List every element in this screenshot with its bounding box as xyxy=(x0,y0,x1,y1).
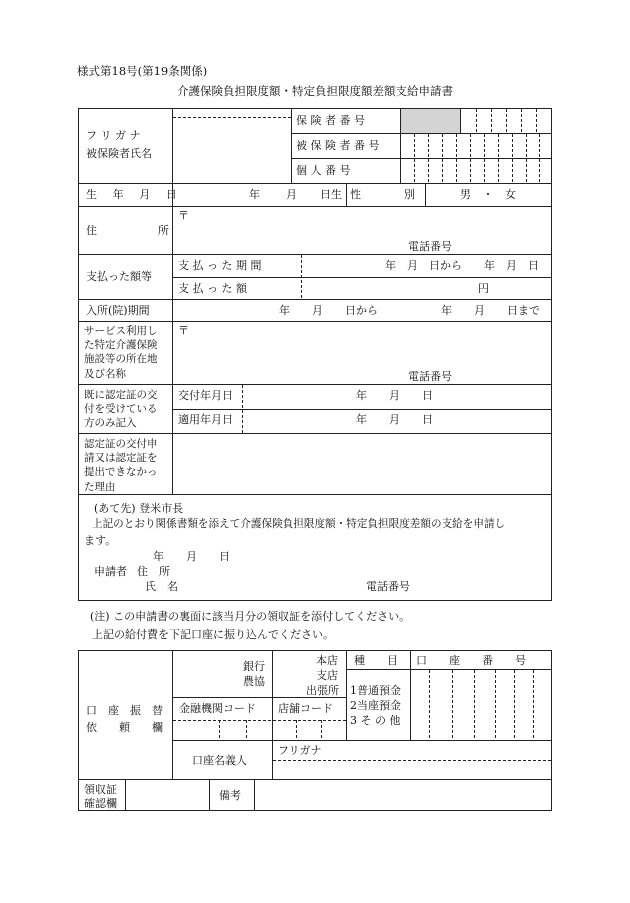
birth-day: 日生 xyxy=(320,188,342,201)
remarks-label: 備考 xyxy=(219,789,241,802)
branch-type-1[interactable]: 本店 xyxy=(316,654,338,667)
bank-section-label-2: 依 頼 欄 xyxy=(86,721,163,734)
birth-year: 年 xyxy=(249,188,260,201)
personal-number-label: 個 人 番 号 xyxy=(296,164,351,177)
account-holder-label: 口座名義人 xyxy=(192,754,247,767)
bank-section-label-1: 口 座 振 替 xyxy=(86,704,163,717)
applicant-label: 申請者 xyxy=(94,565,127,578)
holder-furigana-label: フリガナ xyxy=(278,744,322,757)
paid-amount-label: 支 払 っ た 額 xyxy=(178,282,247,295)
facility-postal-mark: 〒 xyxy=(178,324,189,337)
reason-label: 認定証の交付申 請又は認定証を 提出できなかっ た理由 xyxy=(84,438,158,493)
receipt-check-label-2: 確認欄 xyxy=(84,797,117,810)
account-number-label: 口 座 番 号 xyxy=(416,654,526,667)
apply-date-value[interactable]: 年 月 日 xyxy=(356,413,433,426)
applicant-name-label: 氏 名 xyxy=(145,580,178,593)
sex-options[interactable]: 男 ・ 女 xyxy=(460,188,516,201)
bank-type-1[interactable]: 銀行 xyxy=(243,660,265,673)
kind-option-3[interactable]: 3 そ の 他 xyxy=(350,714,401,727)
declaration-line1: 上記のとおり関係書類を添えて介護保険負担限度額・特定負担限度差額の支給を申請し xyxy=(92,518,506,530)
institution-code-label: 金融機関コード xyxy=(179,702,256,715)
sex-label-2: 別 xyxy=(404,188,415,201)
kind-label: 種 目 xyxy=(354,654,398,667)
stay-to[interactable]: 年 月 日まで xyxy=(441,304,540,317)
certified-label: 既に認定証の交 付を受けている 方のみ記入 xyxy=(84,389,158,430)
address-phone-label: 電話番号 xyxy=(408,240,452,253)
declaration-line2: ます。 xyxy=(84,534,117,547)
stay-label: 入所(院)期間 xyxy=(86,304,150,317)
applicant-address-label: 住 所 xyxy=(137,565,170,578)
branch-code-label: 店舗コード xyxy=(278,702,333,715)
birth-month: 月 xyxy=(286,188,297,201)
furigana-label: フ リ ガ ナ xyxy=(86,129,141,142)
addressee: (あて先) 登米市長 xyxy=(94,502,184,515)
bank-type-2[interactable]: 農協 xyxy=(243,675,265,688)
note-receipt: (注) この申請書の裏面に該当月分の領収証を添付してください。 xyxy=(90,610,411,623)
kind-option-1[interactable]: 1普通預金 xyxy=(350,684,401,697)
document-title: 介護保険負担限度額・特定負担限度額差額支給申請書 xyxy=(177,84,453,98)
declaration-date[interactable]: 年 月 日 xyxy=(153,550,230,563)
note-transfer: 上記の給付費を下記口座に振り込んでください。 xyxy=(92,628,334,641)
stay-from[interactable]: 年 月 日から xyxy=(279,304,378,317)
facility-phone-label: 電話番号 xyxy=(408,370,452,383)
paid-period-label: 支 払 っ た 期 間 xyxy=(178,259,262,272)
issue-date-value[interactable]: 年 月 日 xyxy=(356,389,433,402)
facility-label: サービス利用し た特定介護保険 施設等の所在地 及び名称 xyxy=(84,325,158,380)
receipt-check-label-1: 領収証 xyxy=(84,783,117,796)
branch-type-2[interactable]: 支店 xyxy=(316,669,338,682)
paid-period-value[interactable]: 年 月 日から 年 月 日 xyxy=(385,259,539,272)
yen-unit: 円 xyxy=(478,282,489,295)
address-label: 住 xyxy=(86,224,97,237)
form-number: 様式第18号(第19条関係) xyxy=(77,64,208,78)
paid-label: 支払った額等 xyxy=(86,270,152,283)
insurer-number-label: 保 険 者 番 号 xyxy=(296,114,365,127)
insured-name-label: 被保険者氏名 xyxy=(86,147,152,160)
branch-type-3[interactable]: 出張所 xyxy=(306,684,339,697)
address-label-2: 所 xyxy=(158,224,169,237)
address-postal-mark: 〒 xyxy=(178,209,189,222)
birthdate-label: 生 年 月 日 xyxy=(86,188,183,201)
sex-label: 性 xyxy=(350,188,361,201)
kind-option-2[interactable]: 2当座預金 xyxy=(350,699,401,712)
apply-date-label: 適用年月日 xyxy=(178,413,233,426)
insured-number-label: 被 保 険 者 番 号 xyxy=(296,139,380,152)
applicant-phone-label: 電話番号 xyxy=(366,580,410,593)
issue-date-label: 交付年月日 xyxy=(178,389,233,402)
